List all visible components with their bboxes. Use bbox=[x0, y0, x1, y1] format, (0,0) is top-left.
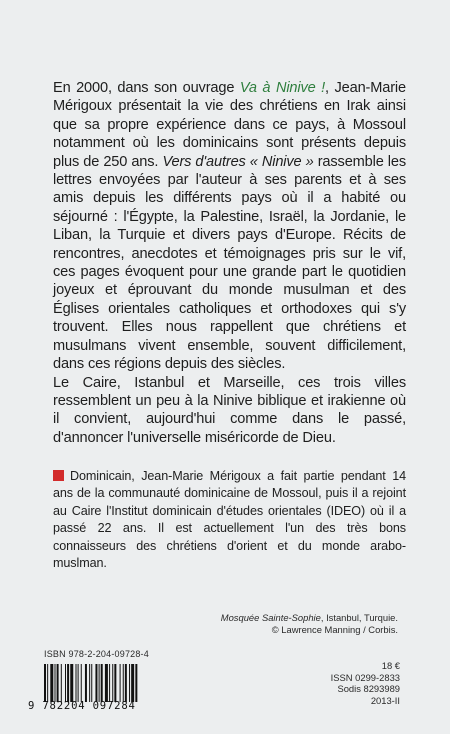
credit-copyright: © Lawrence Manning / Corbis. bbox=[271, 624, 398, 636]
credit-place: Mosquée Sainte-Sophie bbox=[220, 612, 321, 623]
issn: ISSN 0299-2833 bbox=[330, 671, 400, 683]
barcode-digits: 9 782204 097284 bbox=[28, 700, 136, 712]
book-title-reference: Va à Ninive ! bbox=[239, 80, 326, 96]
author-bio-text: Dominicain, Jean-Marie Mérigoux a fait partie pendant 14 ans de la communauté dominicaine de Mossoul, puis il a rejoint au Caire l'Institut dominicain d'études orientales (IDEO) où il a passé 22 ans. Il est actuellement l'un des très bons connaisseurs des chrétiens d'orient et du monde arabo-muslman. bbox=[53, 469, 406, 571]
price-block bbox=[331, 660, 400, 706]
red-square-icon bbox=[53, 470, 64, 481]
photo-credit bbox=[148, 612, 398, 637]
sodis-code: Sodis 8293989 bbox=[337, 683, 400, 695]
credit-line-1 bbox=[148, 612, 398, 624]
barcode-icon bbox=[44, 664, 162, 702]
isbn-label: ISBN 978-2-204-09728-4 bbox=[44, 649, 149, 659]
edition-code: 2013-II bbox=[370, 694, 400, 706]
blurb-paragraph-2: Le Caire, Istanbul et Marseille, ces trois villes ressemblent un peu à la Ninive biblique et irakienne où il convient, aujourd'hui comme dans le passé, d'annoncer l'universelle miséricorde de Dieu. bbox=[53, 374, 406, 446]
book-title: Vers d'autres « Ninive » bbox=[162, 153, 314, 170]
author-bio bbox=[53, 468, 406, 572]
blurb-text: En 2000, dans son ouvrage bbox=[53, 80, 240, 96]
credit-location: , Istanbul, Turquie. bbox=[320, 612, 398, 623]
back-cover-blurb bbox=[53, 79, 406, 447]
blurb-paragraph-1 bbox=[53, 79, 406, 374]
blurb-text: rassemble les lettres envoyées par l'auteur à ses parents et à ses amis depuis les différents pays où il a habité ou séjourné : l'Égypte, la Palestine, Israël, la Jordanie, le Liban, la Turquie et divers pays d'Europe. Récits de rencontres, anecdotes et témoignages pris sur le vif, ces pages évoquent pour une grande part le quotidien joyeux et éprouvant du monde musulman et des Églises orientales catholiques et orthodoxes qui s'y trouvent. Elles nous rappellent que chrétiens et musulmans vivent ensemble, souvent difficilement, dans ces régions depuis des siècles. bbox=[53, 153, 407, 373]
blurb-text: , Jean-Marie Mérigoux présentait la vie des chrétiens en Irak ainsi que sa propre expérience dans ce pays, à Mossoul notamment où les dominicains sont présents depuis plus de 250 ans. bbox=[53, 80, 406, 170]
price: 18 € bbox=[381, 660, 400, 671]
